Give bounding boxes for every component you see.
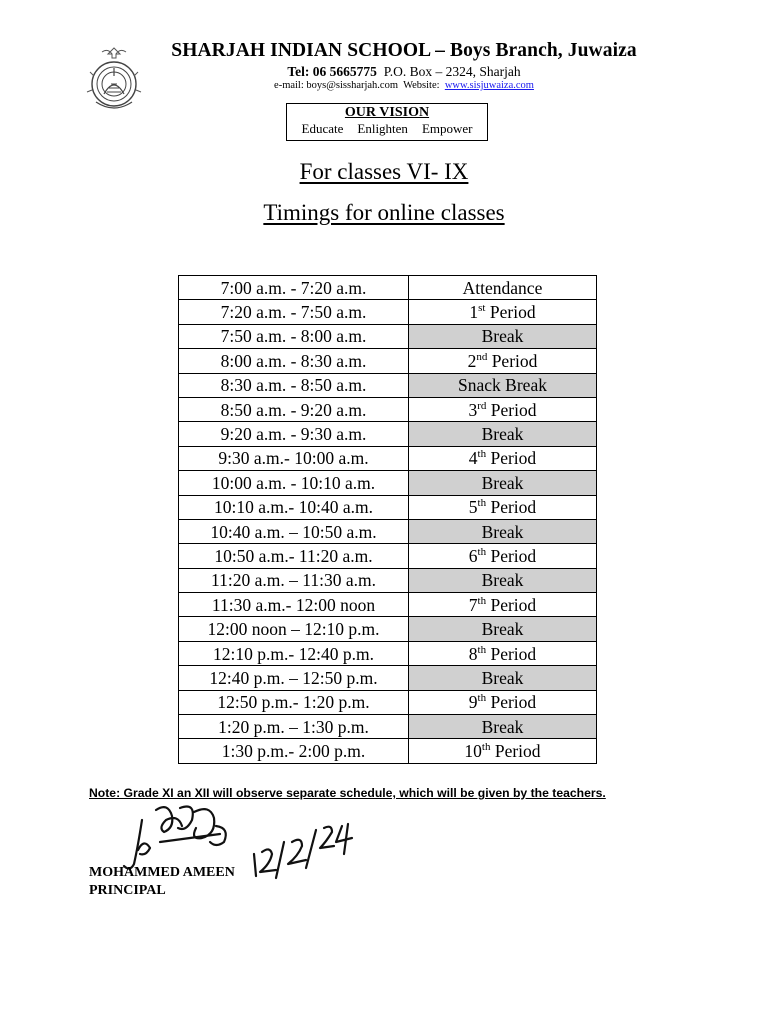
table-row	[179, 666, 597, 690]
activity-cell	[409, 617, 597, 641]
period-word: Period	[487, 350, 538, 371]
time-cell: 12:50 p.m.- 1:20 p.m.	[179, 690, 409, 714]
activity-text: Break	[481, 667, 524, 688]
activity-cell	[409, 495, 597, 519]
principal-name: MOHAMMED AMEEN	[89, 865, 235, 880]
activity-text: 4	[468, 448, 478, 469]
time-cell: 9:30 a.m.- 10:00 a.m.	[179, 446, 409, 470]
table-row	[179, 617, 597, 641]
time-cell: 10:40 a.m. – 10:50 a.m.	[179, 519, 409, 543]
table-row	[179, 495, 597, 519]
vision-box	[286, 103, 488, 141]
time-cell: 12:00 noon – 12:10 p.m.	[179, 617, 409, 641]
activity-cell	[409, 276, 597, 300]
activity-cell	[409, 397, 597, 421]
classes-heading	[0, 159, 768, 185]
table-row	[179, 690, 597, 714]
period-word: Period	[486, 643, 537, 664]
table-row	[179, 519, 597, 543]
time-cell: 12:10 p.m.- 12:40 p.m.	[179, 641, 409, 665]
time-cell: 10:10 a.m.- 10:40 a.m.	[179, 495, 409, 519]
ordinal-suffix: th	[477, 545, 487, 558]
ordinal-suffix: th	[477, 594, 487, 607]
table-row	[179, 641, 597, 665]
activity-text: 5	[468, 497, 478, 518]
table-row	[179, 324, 597, 348]
activity-text: Break	[481, 521, 524, 542]
activity-text: 6	[468, 545, 478, 566]
activity-cell	[409, 471, 597, 495]
activity-text: 1	[469, 302, 479, 323]
time-cell: 1:30 p.m.- 2:00 p.m.	[179, 739, 409, 763]
vision-word: Educate	[301, 121, 344, 136]
table-row	[179, 715, 597, 739]
website-label: Website:	[403, 80, 440, 91]
activity-text: 8	[468, 643, 478, 664]
email-website-line	[0, 80, 768, 91]
activity-cell	[409, 739, 597, 763]
activity-cell	[409, 446, 597, 470]
ordinal-suffix: th	[481, 741, 491, 754]
schedule-table	[178, 275, 597, 764]
period-word: Period	[486, 692, 537, 713]
time-cell: 9:20 a.m. - 9:30 a.m.	[179, 422, 409, 446]
period-word: Period	[486, 545, 537, 566]
activity-cell	[409, 300, 597, 324]
activity-text: Break	[481, 326, 524, 347]
timings-heading-text: Timings for online classes	[263, 200, 505, 225]
activity-text: Break	[481, 570, 524, 591]
ordinal-suffix: st	[478, 302, 486, 315]
activity-text: 7	[468, 594, 478, 615]
time-cell: 7:20 a.m. - 7:50 a.m.	[179, 300, 409, 324]
activity-cell	[409, 422, 597, 446]
time-cell: 10:50 a.m.- 11:20 a.m.	[179, 544, 409, 568]
ordinal-suffix: nd	[476, 350, 488, 363]
activity-cell	[409, 544, 597, 568]
time-cell: 7:50 a.m. - 8:00 a.m.	[179, 324, 409, 348]
activity-text: 9	[468, 692, 478, 713]
table-row	[179, 373, 597, 397]
activity-text: 3	[468, 399, 478, 420]
time-cell: 8:00 a.m. - 8:30 a.m.	[179, 349, 409, 373]
ordinal-suffix: th	[477, 643, 487, 656]
activity-text: Break	[481, 619, 524, 640]
table-row	[179, 276, 597, 300]
period-word: Period	[486, 448, 537, 469]
period-word: Period	[490, 741, 541, 762]
activity-text: Break	[481, 716, 524, 737]
ordinal-suffix: th	[477, 448, 487, 461]
vision-title: OUR VISION	[344, 105, 430, 120]
telephone: Tel: 06 5665775	[287, 64, 377, 79]
activity-cell	[409, 593, 597, 617]
note: Note: Grade XI an XII will observe separate schedule, which will be given by the teachers.	[89, 786, 606, 800]
table-row	[179, 446, 597, 470]
activity-cell	[409, 568, 597, 592]
activity-cell	[409, 715, 597, 739]
period-word: Period	[486, 497, 537, 518]
activity-text: Break	[481, 424, 524, 445]
principal-title: PRINCIPAL	[89, 883, 166, 898]
time-cell: 12:40 p.m. – 12:50 p.m.	[179, 666, 409, 690]
table-row	[179, 300, 597, 324]
timings-heading	[0, 200, 768, 226]
activity-cell	[409, 324, 597, 348]
time-cell: 1:20 p.m. – 1:30 p.m.	[179, 715, 409, 739]
email: e-mail: boys@sissharjah.com	[274, 80, 399, 91]
period-word: Period	[486, 399, 537, 420]
ordinal-suffix: rd	[477, 399, 487, 412]
activity-cell	[409, 349, 597, 373]
time-cell: 8:30 a.m. - 8:50 a.m.	[179, 373, 409, 397]
activity-text: Snack Break	[458, 375, 547, 396]
activity-text: Break	[481, 472, 524, 493]
activity-cell	[409, 373, 597, 397]
activity-cell	[409, 666, 597, 690]
time-cell: 11:30 a.m.- 12:00 noon	[179, 593, 409, 617]
time-cell: 8:50 a.m. - 9:20 a.m.	[179, 397, 409, 421]
classes-heading-text: For classes VI- IX	[299, 159, 469, 184]
ordinal-suffix: th	[477, 497, 487, 510]
table-row	[179, 349, 597, 373]
time-cell: 11:20 a.m. – 11:30 a.m.	[179, 568, 409, 592]
time-cell: 10:00 a.m. - 10:10 a.m.	[179, 471, 409, 495]
table-row	[179, 422, 597, 446]
activity-text: 10	[464, 741, 482, 762]
table-row	[179, 568, 597, 592]
table-row	[179, 593, 597, 617]
activity-text: 2	[467, 350, 477, 371]
table-row	[179, 397, 597, 421]
vision-word: Empower	[421, 121, 473, 136]
table-row	[179, 544, 597, 568]
activity-cell	[409, 641, 597, 665]
ordinal-suffix: th	[477, 692, 487, 705]
time-cell: 7:00 a.m. - 7:20 a.m.	[179, 276, 409, 300]
vision-word: Enlighten	[357, 121, 408, 136]
school-name: SHARJAH INDIAN SCHOOL – Boys Branch, Juwaiza	[171, 40, 637, 61]
po-box: P.O. Box – 2324, Sharjah	[383, 64, 521, 79]
activity-text: Attendance	[462, 277, 543, 298]
contact-line	[0, 64, 768, 80]
table-row	[179, 739, 597, 763]
website-link[interactable]: www.sisjuwaiza.com	[444, 80, 534, 91]
period-word: Period	[485, 302, 536, 323]
activity-cell	[409, 690, 597, 714]
vision-words	[287, 121, 487, 137]
activity-cell	[409, 519, 597, 543]
period-word: Period	[486, 594, 537, 615]
table-row	[179, 471, 597, 495]
